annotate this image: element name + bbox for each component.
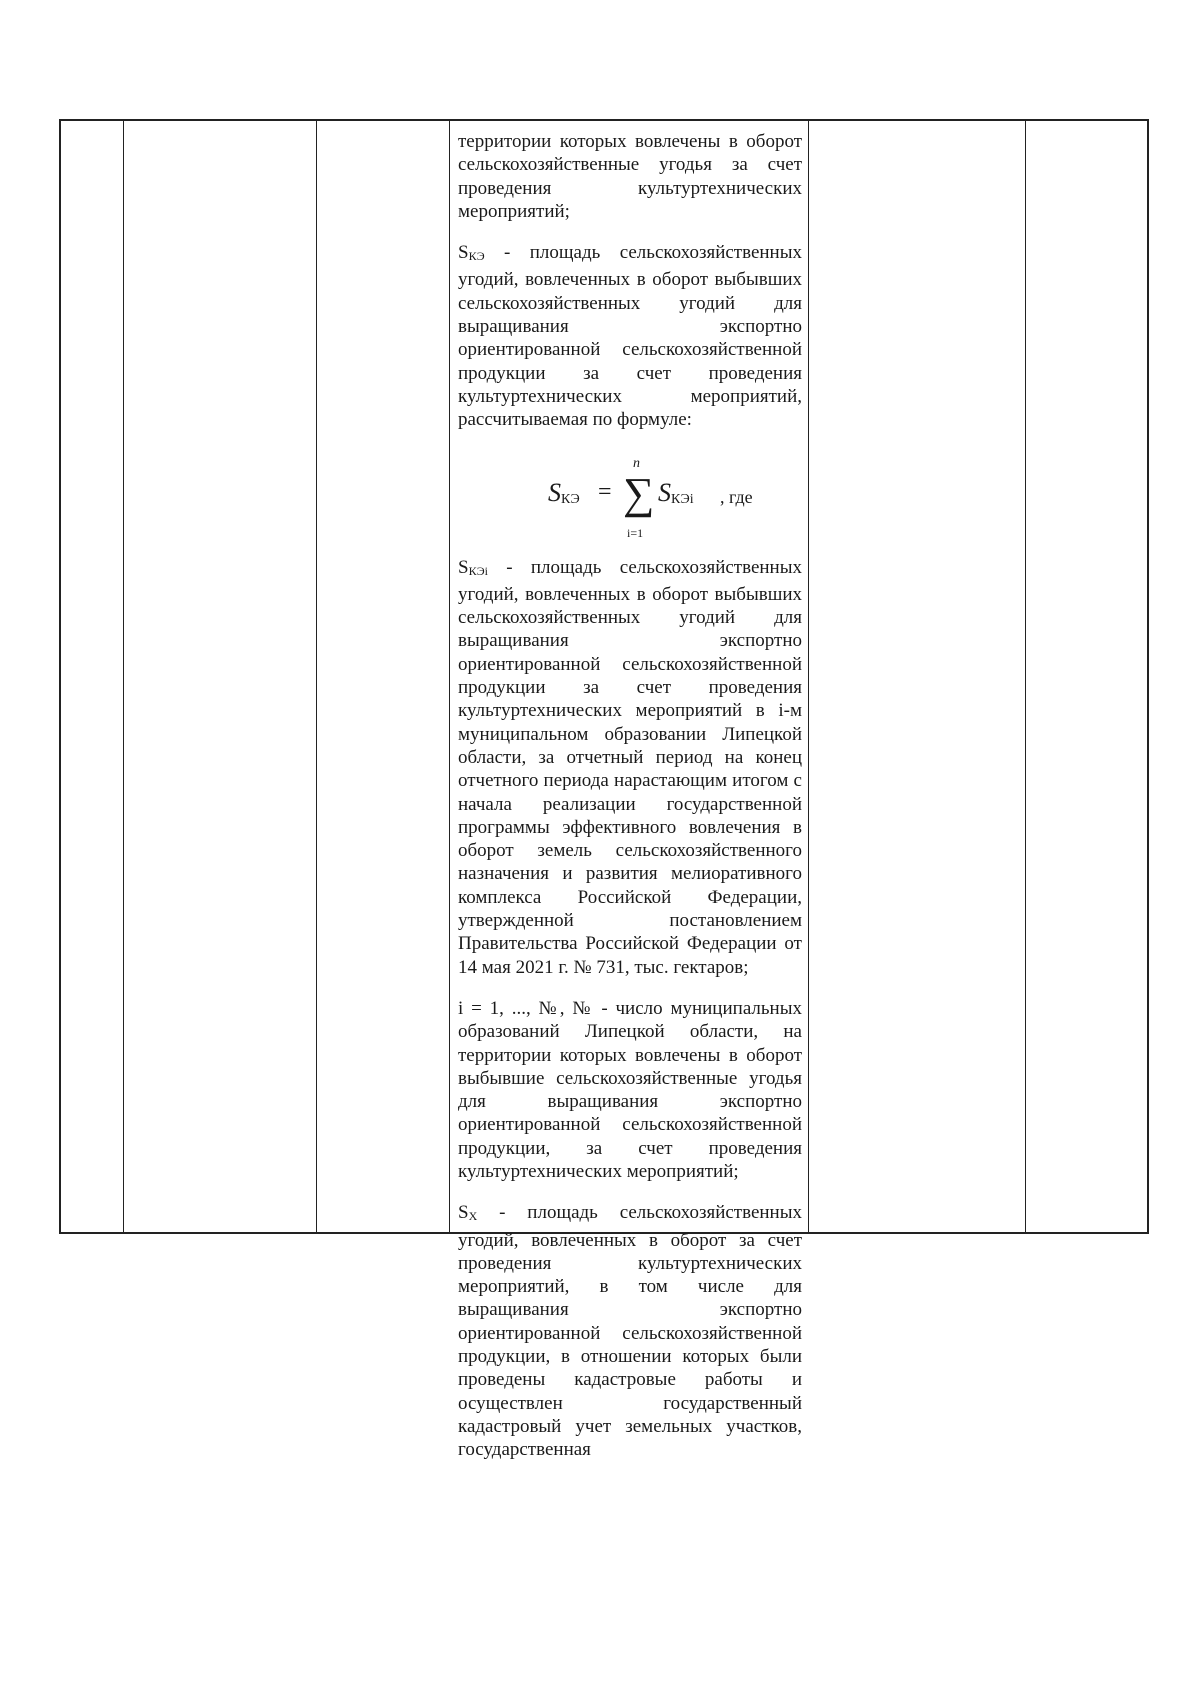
- table-frame: [59, 119, 1149, 1461]
- symbol-sx: SХ: [458, 1202, 478, 1224]
- paragraph-index-definition: i = 1, ..., №, № - число муниципальных образований Липецкой области, на территории которых вовлечены в оборот выбывшие сельскохозяйственные угодья для выращивания экспортно ориентированной сельскохозяйственной продукции, за счет проведения культуртехнических мероприятий;: [458, 997, 802, 1182]
- sum-formula: [458, 450, 802, 542]
- paragraph-skei-definition: SКЭi - площадь сельскохозяйственных угодий, вовлеченных в оборот выбывших сельскохозяйственных угодий для выращивания экспортно ориентированной сельскохозяйственной продукции за счет проведения культуртехнических мероприятий в i-м муниципальном образовании Липецкой области, за отчетный период на конец отчетного периода нарастающим итогом с начала реализации государственной программы эффективного вовлечения в оборот земель сельскохозяйственного назначения и развития мелиоративного комплекса Российской Федерации, утвержденной постановлением Правительства Российской Федерации от 14 мая 2021 г. № 731, тыс. гектаров;: [458, 556, 802, 978]
- formula-where: , где: [720, 486, 753, 507]
- sum-lower-limit: i=1: [627, 525, 644, 540]
- column-divider-5: [1025, 121, 1026, 1232]
- paragraph-sx-definition: SХ - площадь сельскохозяйственных угодий, вовлеченных в оборот за счет проведения культуртехнических мероприятий, в том числе для выращивания экспортно ориентированной сельскохозяйственной продукции, в отношении которых были проведены кадастровые работы и осуществлен государственный кадастровый учет земельных участков, государственная: [458, 1202, 802, 1461]
- paragraph-territories: территории которых вовлечены в оборот сельскохозяйственные угодья за счет проведения культуртехнических мероприятий;: [458, 131, 802, 222]
- column-divider-1: [123, 121, 124, 1232]
- paragraph-ske-definition: SКЭ - площадь сельскохозяйственных угодий, вовлеченных в оборот выбывших сельскохозяйственных угодий для выращивания экспортно ориентированной сельскохозяйственной продукции за счет проведения культуртехнических мероприятий, рассчитываемая по формуле:: [458, 242, 802, 431]
- formula-equals: =: [598, 478, 612, 505]
- column-divider-4: [808, 121, 809, 1232]
- column-divider-2: [316, 121, 317, 1232]
- description-cell: [458, 130, 802, 1480]
- formula-lhs: SКЭ: [548, 477, 580, 507]
- symbol-skei: SКЭi: [458, 556, 488, 578]
- sum-upper-limit: n: [633, 455, 640, 471]
- formula-rhs: SКЭi: [658, 477, 694, 507]
- symbol-ske: SКЭ: [458, 242, 485, 264]
- sigma-symbol: ∑: [623, 468, 655, 518]
- column-divider-3: [449, 121, 450, 1232]
